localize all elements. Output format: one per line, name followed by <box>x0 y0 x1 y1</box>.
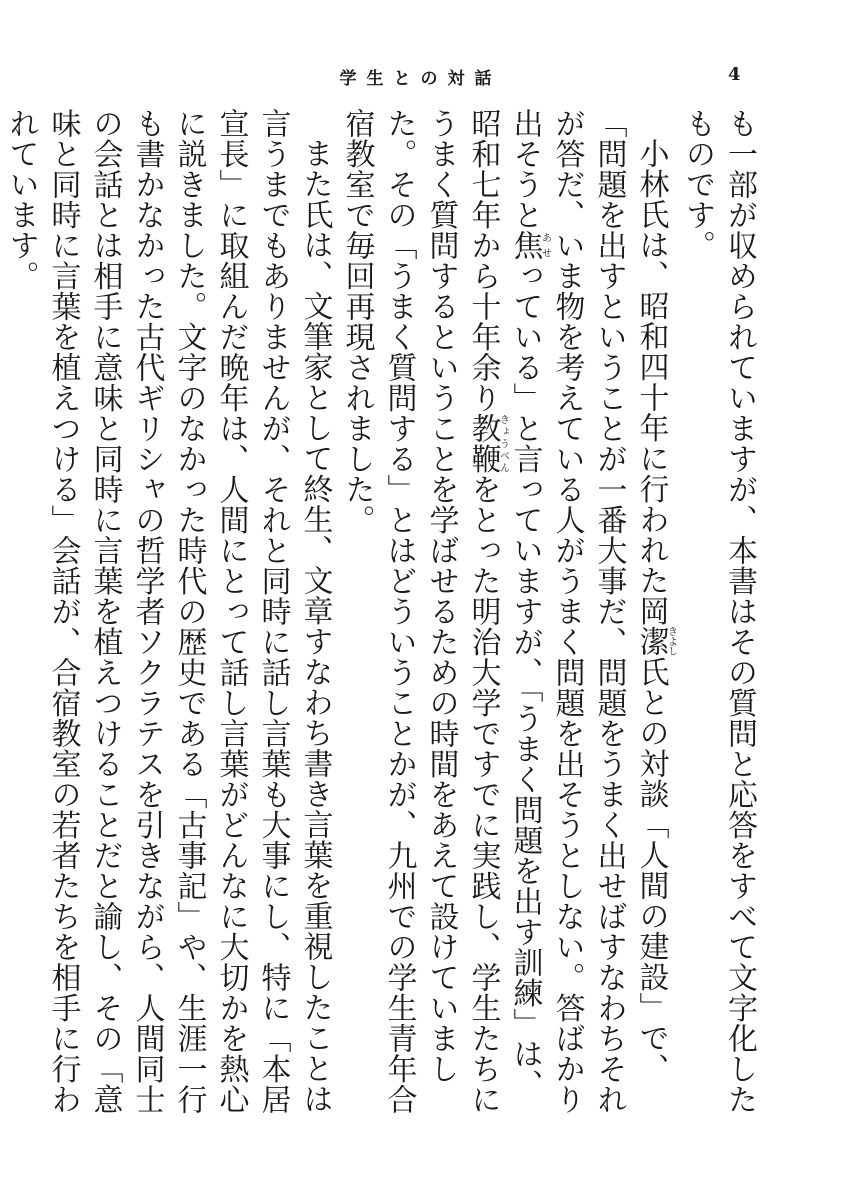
ruby-kiyoshi-base: 潔 <box>633 626 669 657</box>
paragraph-2-text-a: 小林氏は、昭和四十年に行われた岡 <box>633 138 669 626</box>
paragraph-2-text-b: 氏との対談「人間の建設」で、「問題を出すということが一番大事だ、問題をうまく出せばすなわちそれが答だ、いま物を考えている人がうまく問題を出そうとしない。答ばかり出そうと <box>507 108 669 1115</box>
ruby-ase-base: 焦 <box>507 230 543 261</box>
ruby-ase <box>507 230 551 261</box>
ruby-kiyoshi-reading: きよし <box>665 626 677 657</box>
paragraph-2-text-d: をとった明治大学ですでに実践し、学生たちにうまく質問するということを学ばせるための時間をあえて設けていました。その「うまく質問する」とはどういうことかが、九州での学生青年合宿教室で毎回再現されました。 <box>339 108 501 1115</box>
paragraph-1-text: も一部が収められていますが、本書はその質問と応答をすべて文字化したものです。 <box>680 108 757 1115</box>
ruby-kiyoshi <box>633 626 677 657</box>
body-text <box>3 108 760 1118</box>
page-number: 4 <box>728 64 741 85</box>
ruby-ase-reading: あせ <box>539 230 551 261</box>
running-title: 学生との対話 <box>339 69 502 89</box>
paragraph-3-text: また氏は、文筆家として終生、文章すなわち書き言葉を重視したことは言うまでもありませんが、それと同時に話し言葉も大事にし、特に「本居宣長」に取組んだ晩年は、人間にとって話し言葉がどんなに大切かを熱心に説きました。文字のなかった時代の歴史である「古事記」や、生涯一行も書かなかった古代ギリシャの哲学者ソクラテスを引きながら、人間同士の会話とは相手に意味と同時に言葉を植えつけることだと諭し、その「意味と同時に言葉を植えつける」会話が、合宿教室の若者たちを相手に行われています。 <box>3 108 333 1115</box>
ruby-kyouben-base: 教鞭 <box>465 413 501 474</box>
paragraph-2 <box>336 108 677 1118</box>
paragraph-2-text-c: っている」と言っていますが、「うまく問題を出す訓練」は、昭和七年から十年余り <box>465 108 543 1100</box>
paragraph-1 <box>676 108 760 1118</box>
ruby-kyouben <box>465 413 509 474</box>
ruby-kyouben-reading: きょうべん <box>497 413 509 474</box>
paragraph-3 <box>0 108 336 1118</box>
